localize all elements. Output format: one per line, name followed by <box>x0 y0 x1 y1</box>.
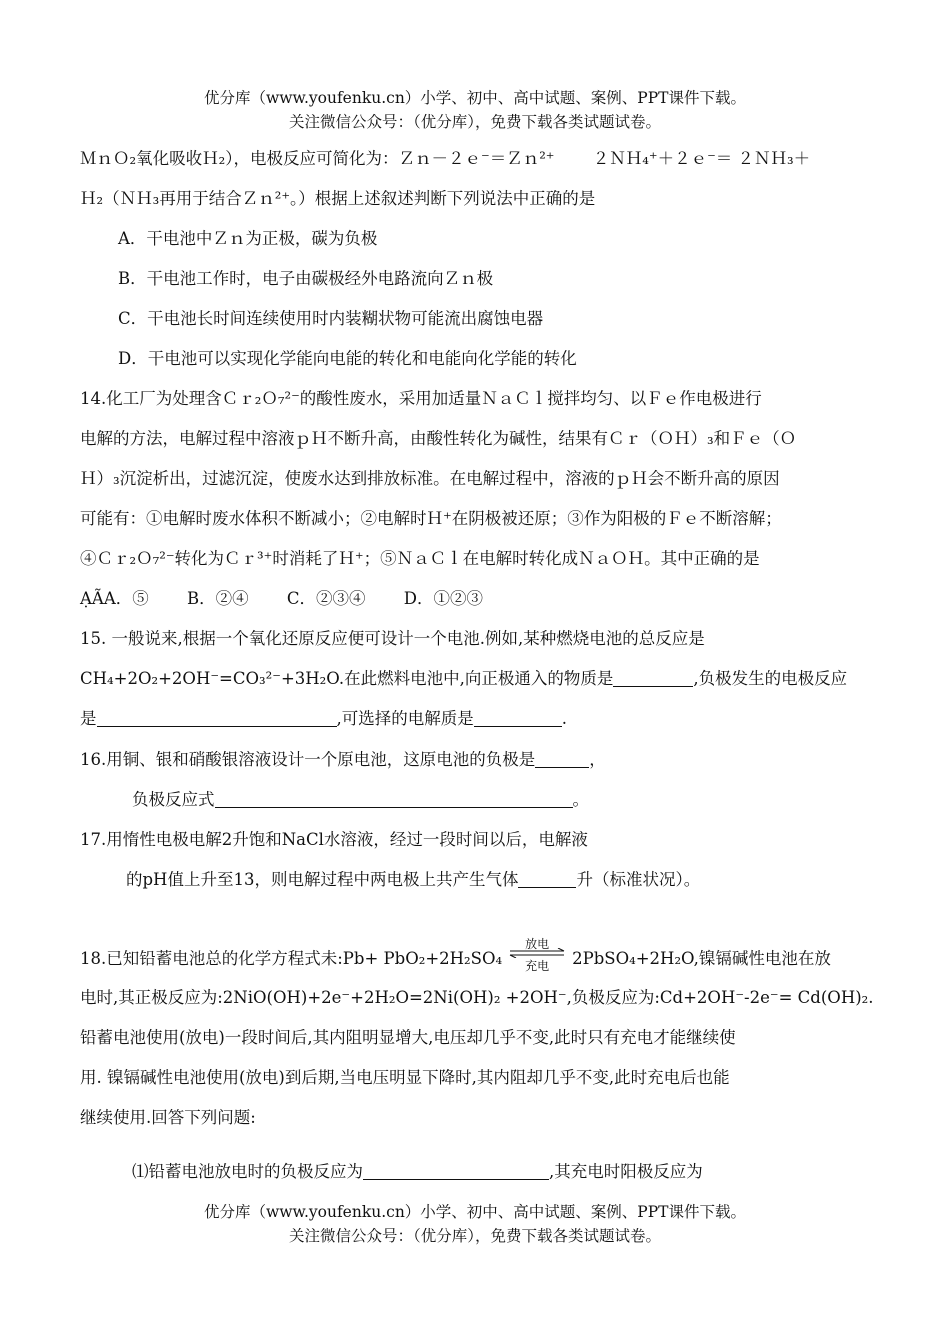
q16-text-1b: ， <box>589 750 606 769</box>
q18-sub1-text-a: ⑴铅蓄电池放电时的负极反应为 <box>132 1162 363 1181</box>
q13-option-d: D．干电池可以实现化学能向电能的转化和电能向化学能的转化 <box>118 349 577 368</box>
q18-text-1a: 18.已知铅蓄电池总的化学方程式未:Pb+ PbO₂+2H₂SO₄ <box>80 949 503 968</box>
q13-option-b: B．干电池工作时，电子由碳极经外电路流向Ｚｎ极 <box>118 269 494 288</box>
q15-text-3b: ,可选择的电解质是 <box>336 709 474 728</box>
q18-line-5: 继续使用.回答下列问题: <box>80 1108 256 1127</box>
q18-line-4: 用. 镍镉碱性电池使用(放电)到后期,当电压明显下降时,其内阻却几乎不变,此时充电后也能 <box>80 1068 730 1087</box>
q15-text-2a: CH₄+2O₂+2OH⁻=CO₃²⁻+3H₂O.在此燃料电池中,向正极通入的物质是 <box>80 669 614 688</box>
q16-line-2 <box>132 788 927 812</box>
footer-line-2: 关注微信公众号：（优分库），免费下载各类试题试卷。 <box>288 1227 661 1245</box>
q18-line-3: 铅蓄电池使用(放电)一段时间后,其内阻明显增大,电压却几乎不变,此时只有充电才能继续使 <box>80 1028 736 1047</box>
q14-line-5: ④Ｃｒ₂Ｏ₇²⁻转化为Ｃｒ³⁺时消耗了Ｈ⁺；⑤ＮａＣｌ在电解时转化成ＮａＯＨ。其中正确的是 <box>80 549 760 568</box>
q17-line-2 <box>126 868 921 892</box>
q17-text-2a: 的pH值上升至13，则电解过程中两电极上共产生气体 <box>126 870 519 889</box>
q15-blank-electrolyte[interactable] <box>474 708 562 727</box>
q16-text-2a: 负极反应式 <box>132 790 215 809</box>
q14-line-6: ẠÃA．⑤ B．②④ C．②③④ D．①②③ <box>80 589 483 608</box>
intro-line-1: ＭｎＯ₂氧化吸收Ｈ₂），电极反应可简化为：Ｚｎ－２ｅ⁻＝Ｚｎ²⁺ ２ＮＨ₄⁺＋２ｅ⁻＝ ２ＮＨ₃＋ <box>80 149 811 168</box>
q15-line-1: 15. 一般说来,根据一个氧化还原反应便可设计一个电池.例如,某种燃烧电池的总反应是 <box>80 629 705 648</box>
q18-line-1 <box>80 937 875 973</box>
q13-option-a: A．干电池中Ｚｎ为正极，碳为负极 <box>118 229 378 248</box>
q14-line-2: 电解的方法，电解过程中溶液ｐＨ不断升高，由酸性转化为碱性，结果有Ｃｒ（ＯＨ）₃和Ｆｅ（Ｏ <box>80 429 797 448</box>
q16-text-1a: 16.用铜、银和硝酸银溶液设计一个原电池，这原电池的负极是 <box>80 750 536 769</box>
arrow-label-charge: 充电 <box>525 959 550 973</box>
footer-line-1: 优分库（www.youfenku.cn）小学、初中、高中试题、案例、PPT课件下载。 <box>203 1203 747 1221</box>
q18-text-1b: 2PbSO₄+2H₂O,镍镉碱性电池在放 <box>572 949 831 968</box>
q15-blank-positive-substance[interactable] <box>613 668 693 687</box>
q14-line-1: 14.化工厂为处理含Ｃｒ₂Ｏ₇²⁻的酸性废水，采用加适量ＮａＣｌ搅拌均匀、以Ｆｅ作电极进行 <box>80 389 762 408</box>
q14-line-3: Ｈ）₃沉淀析出，过滤沉淀，使废水达到排放标准。在电解过程中，溶液的ｐＨ会不断升高的原因 <box>80 469 780 488</box>
q17-blank-gas-volume[interactable] <box>518 869 576 888</box>
q18-blank-negative-reaction[interactable] <box>363 1161 549 1180</box>
q17-line-1: 17.用惰性电极电解2升饱和NaCl水溶液，经过一段时间以后，电解液 <box>80 830 588 849</box>
intro-line-2: Ｈ₂（ＮＨ₃再用于结合Ｚｎ²⁺。）根据上述叙述判断下列说法中正确的是 <box>80 189 596 208</box>
q17-text-2b: 升（标准状况）。 <box>576 870 701 889</box>
q16-blank-negative-reaction[interactable] <box>215 789 573 808</box>
q18-line-2: 电时,其正极反应为:2NiO(OH)+2e⁻+2H₂O=2Ni(OH)₂ +2OH⁻,负极反应为:Cd+2OH⁻-2e⁻= Cd(OH)₂. <box>80 988 874 1007</box>
header-line-1: 优分库（www.youfenku.cn）小学、初中、高中试题、案例、PPT课件下载。 <box>203 89 747 107</box>
q15-text-2b: ,负极发生的电极反应 <box>693 669 848 688</box>
q16-text-2b: 。 <box>572 790 589 809</box>
q15-line-3 <box>80 707 875 731</box>
page-footer <box>0 1200 950 1248</box>
q15-line-2 <box>80 667 875 691</box>
q14-line-4: 可能有：①电解时废水体积不断减小；②电解时Ｈ⁺在阴极被还原；③作为阳极的Ｆｅ不断溶解； <box>80 509 782 528</box>
q15-text-3c: . <box>561 709 567 728</box>
arrow-label-discharge: 放电 <box>525 937 550 951</box>
q13-option-c: C．干电池长时间连续使用时内装糊状物可能流出腐蚀电器 <box>118 309 544 328</box>
q18-sub-1 <box>132 1160 927 1184</box>
header-line-2: 关注微信公众号：（优分库），免费下载各类试题试卷。 <box>288 113 661 131</box>
q15-blank-negative-reaction[interactable] <box>97 708 337 727</box>
q16-blank-negative-electrode[interactable] <box>535 749 589 768</box>
q18-sub1-text-b: ,其充电时阳极反应为 <box>549 1162 703 1181</box>
reversible-arrow <box>508 937 566 973</box>
q16-line-1 <box>80 748 875 772</box>
q15-text-3a: 是 <box>80 709 97 728</box>
page-header <box>0 86 950 134</box>
